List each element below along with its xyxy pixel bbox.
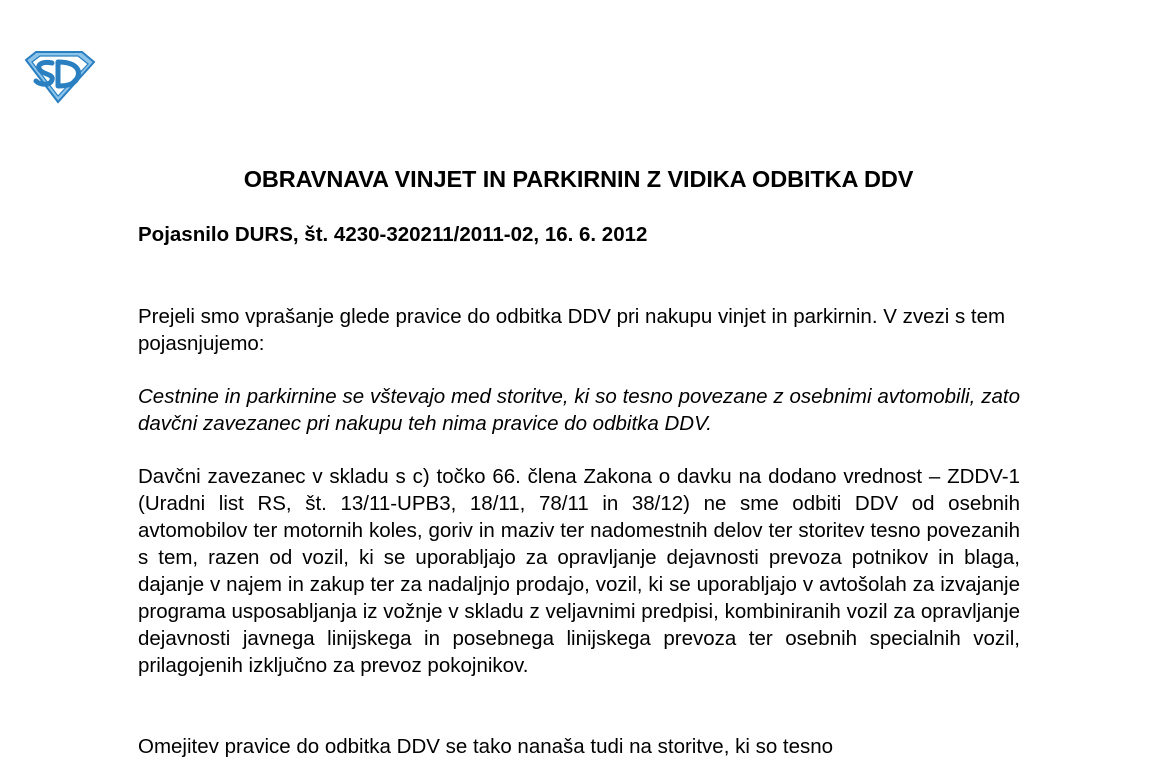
document-title: OBRAVNAVA VINJET IN PARKIRNIN Z VIDIKA ODBITKA DDV — [243, 166, 914, 192]
document-subtitle: Pojasnilo DURS, št. 4230-320211/2011-02, 16. 6. 2012 — [138, 223, 648, 246]
company-logo — [22, 50, 96, 104]
paragraph-legal-basis: Davčni zavezanec v skladu s c) točko 66. člena Zakona o davku na dodano vrednost – ZDDV-1 (Uradni list RS, št. 13/11-UPB3, 18/11, 78/11 in 38/12) ne sme odbiti DDV od osebnih avtomobilov ter motornih koles, goriv in maziv ter nadomestnih delov ter storitev tesno povezanih s tem, razen od vozil, ki se uporabljajo za opravljanje dejavnosti prevoza potnikov in blaga, dajanje v najem in zakup ter za nadaljnjo prodajo, vozil, ki se uporabljajo v avtošolah za izvajanje programa usposabljanja iz vožnje v skladu z veljavnimi predpisi, kombiniranih vozil za opravljanje dejavnosti javnega linijskega in posebnega linijskega prevoza ter osebnih specialnih vozil, prilagojenih izključno za prevoz pokojnikov. — [138, 465, 1020, 677]
paragraph-continuation: Omejitev pravice do odbitka DDV se tako nanaša tudi na storitve, ki so tesno — [138, 735, 834, 758]
paragraph-intro: Prejeli smo vprašanje glede pravice do odbitka DDV pri nakupu vinjet in parkirnin. V zvezi s tem pojasnjujemo: — [138, 305, 1006, 355]
paragraph-summary: Cestnine in parkirnine se vštevajo med storitve, ki so tesno povezane z osebnimi avtomobili, zato davčni zavezanec pri nakupu teh nima pravice do odbitka DDV. — [138, 385, 1020, 435]
